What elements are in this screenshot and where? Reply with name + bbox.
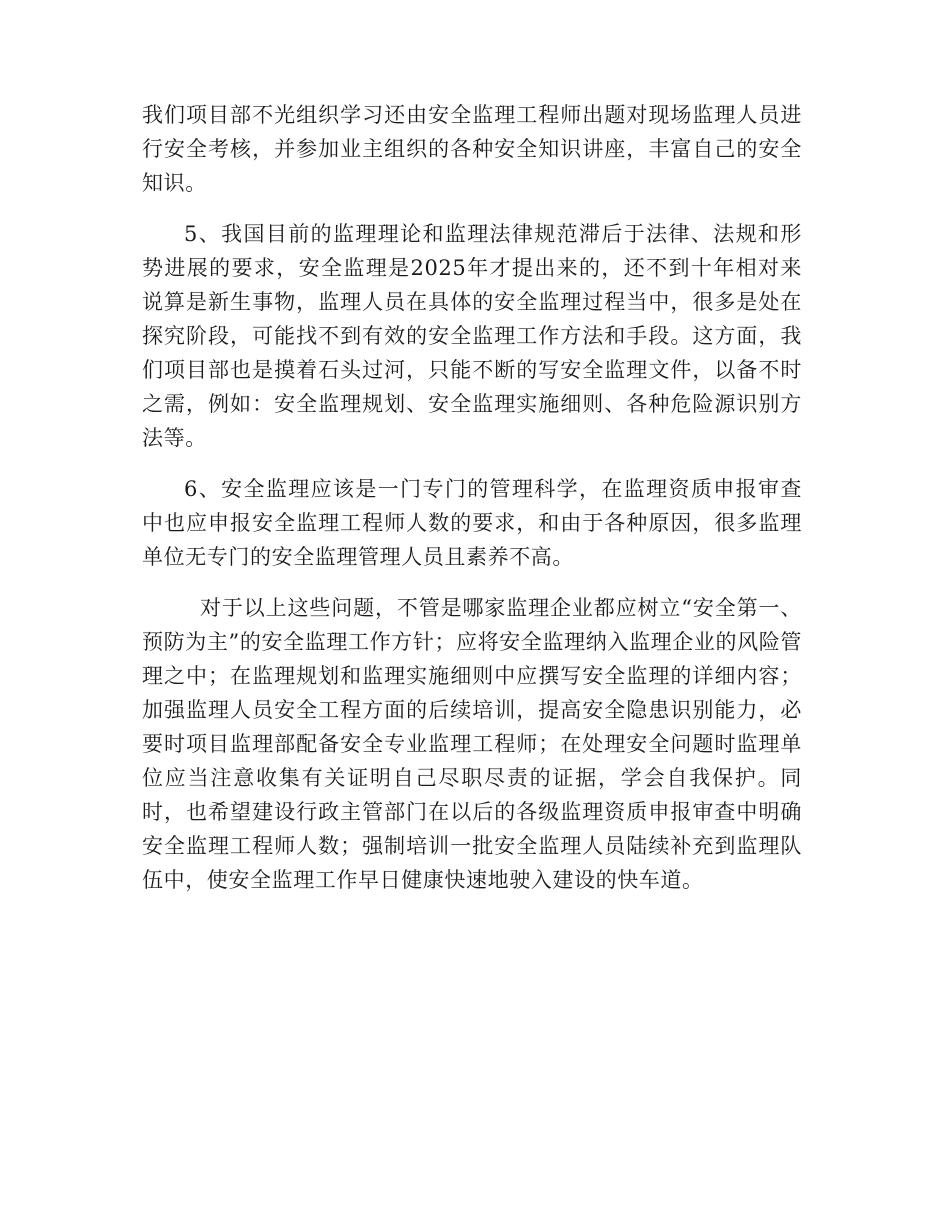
document-body [142,98,802,897]
paragraph-point-5: 5、我国目前的监理理论和监理法律规范滞后于法律、法规和形势进展的要求，安全监理是2025年才提出来的，还不到十年相对来说算是新生事物，监理人员在具体的安全监理过程当中，很多是处在探究阶段，可能找不到有效的安全监理工作方法和手段。这方面，我们项目部也是摸着石头过河，只能不断的写安全监理文件，以备不时之需，例如：安全监理规划、安全监理实施细则、各种危险源识别方法等。 [142,222,802,450]
paragraph-continuation: 我们项目部不光组织学习还由安全监理工程师出题对现场监理人员进行安全考核，并参加业主组织的各种安全知识讲座，丰富自己的安全知识。 [142,103,802,195]
paragraph-conclusion: 对于以上这些问题，不管是哪家监理企业都应树立“安全第一、预防为主”的安全监理工作方针；应将安全监理纳入监理企业的风险管理之中；在监理规划和监理实施细则中应撰写安全监理的详细内容；加强监理人员安全工程方面的后续培训，提高安全隐患识别能力，必要时项目监理部配备安全专业监理工程师；在处理安全问题时监理单位应当注意收集有关证明自己尽职尽责的证据，学会自我保护。同时，也希望建设行政主管部门在以后的各级监理资质申报审查中明确安全监理工程师人数；强制培训一批安全监理人员陆续补充到监理队伍中，使安全监理工作早日健康快速地驶入建设的快车道。 [142,596,802,892]
paragraph-point-6: 6、安全监理应该是一门专门的管理科学，在监理资质申报审查中也应申报安全监理工程师人数的要求，和由于各种原因，很多监理单位无专门的安全监理管理人员且素养不高。 [142,477,802,569]
